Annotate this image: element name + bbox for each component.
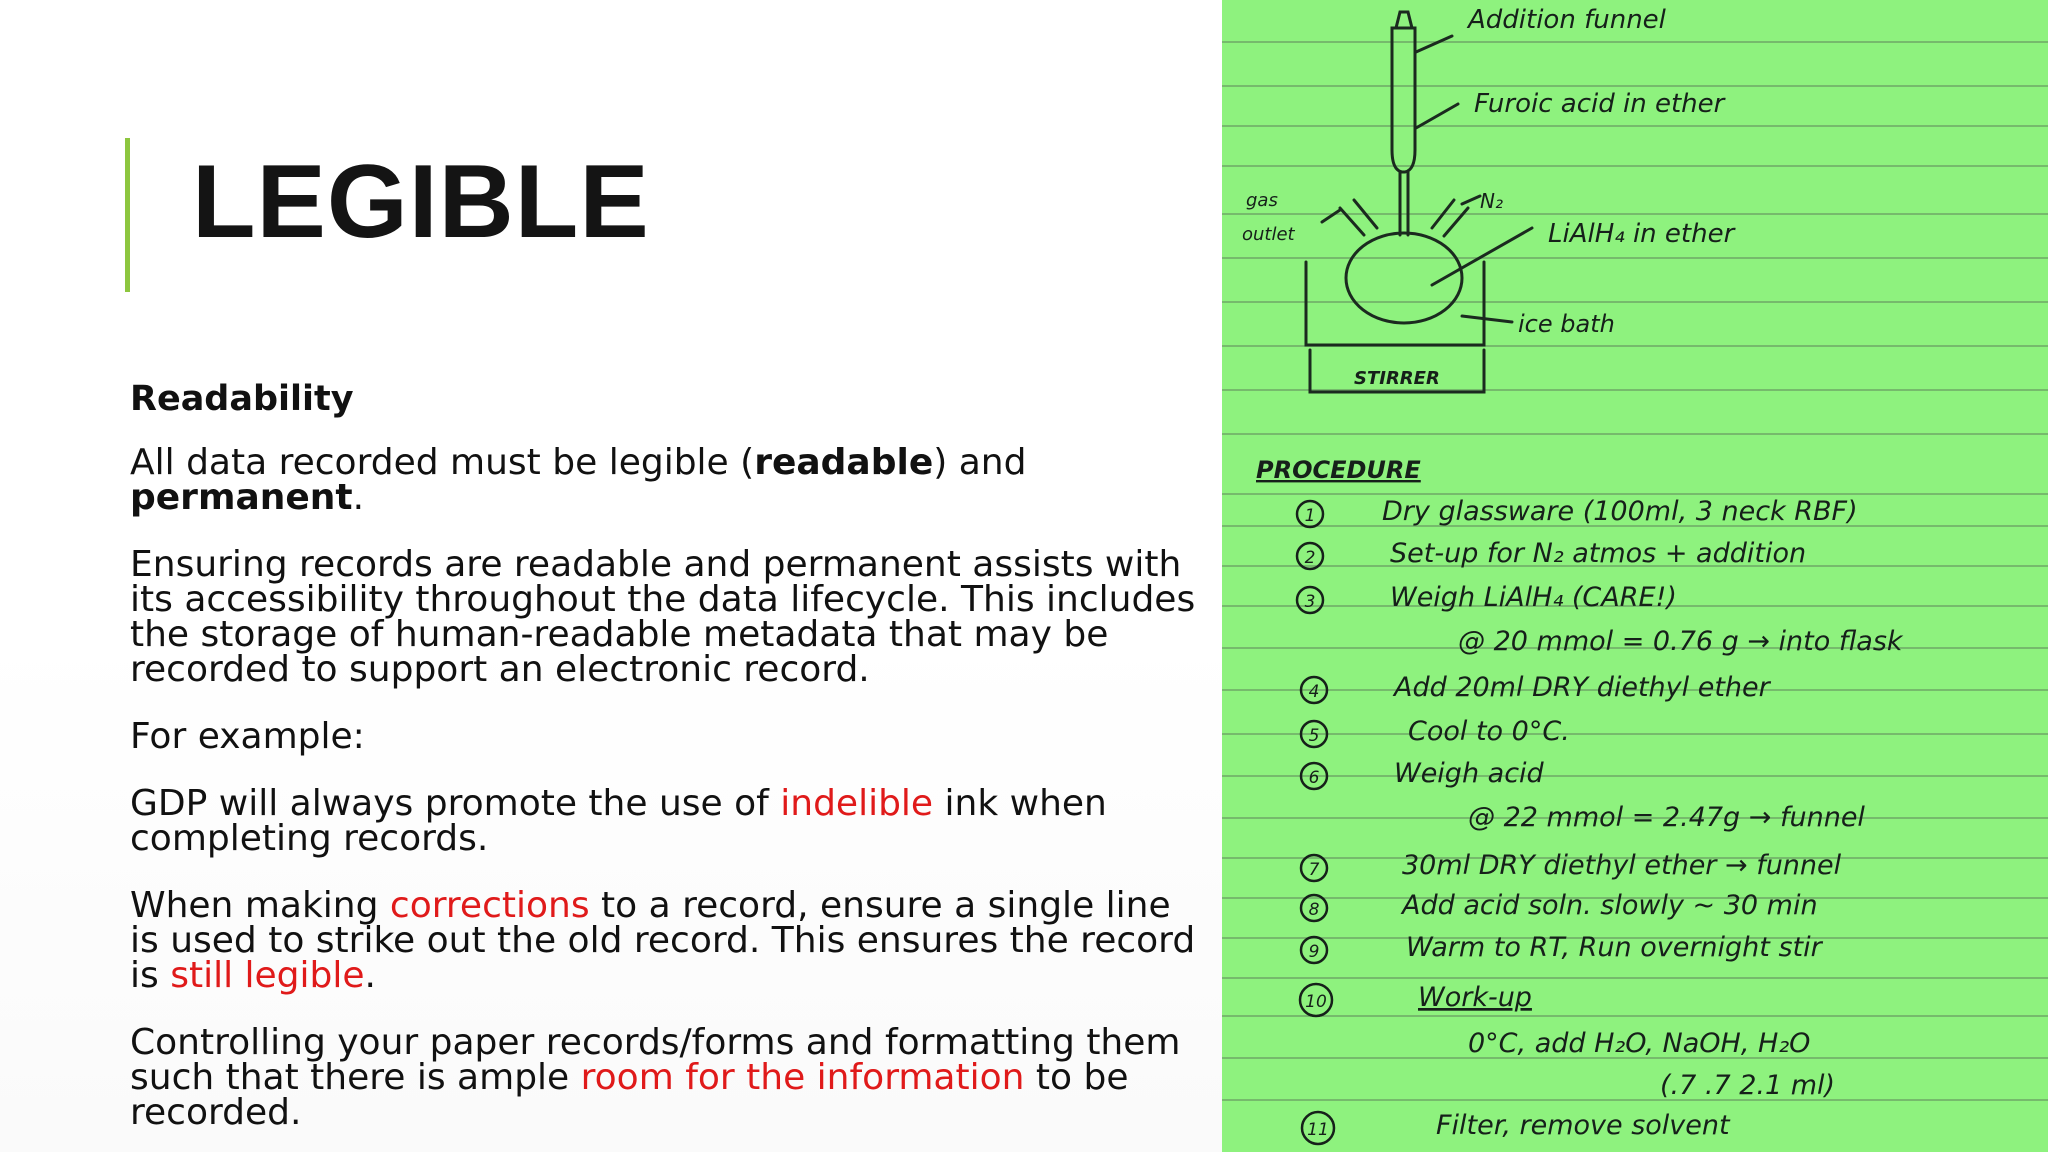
highlight-corrections: corrections (389, 885, 590, 926)
pointer-lialh (1432, 228, 1532, 285)
step-text: Weigh LiAlH₄ (CARE!) (1390, 582, 1677, 613)
pointer-n2 (1462, 196, 1480, 204)
highlight-indelible: indelible (780, 783, 934, 824)
highlight-room-for-information: room for the information (580, 1057, 1025, 1098)
step-5 (1301, 716, 1570, 747)
label-stirrer: STIRRER (1354, 368, 1440, 389)
side-neck-left (1340, 200, 1377, 235)
step-3 (1297, 582, 1677, 613)
label-gas: gas (1246, 190, 1278, 211)
step-4 (1301, 672, 1772, 703)
procedure-steps (1297, 496, 1904, 1144)
pointer-ice (1462, 316, 1512, 322)
step-10 (1300, 982, 1532, 1016)
paragraph-accessibility: Ensuring records are readable and permanent assists with its accessibility throughout the data lifecycle. This includes the storage of human-readable metadata that may be recorded to support an electronic record. (130, 544, 1196, 690)
step-9 (1301, 932, 1824, 963)
procedure-title: PROCEDURE (1256, 456, 1421, 484)
step-number: 4 (1308, 682, 1320, 702)
text-run: ink when completing records. (130, 783, 1107, 859)
paragraph-for-example: For example: (130, 716, 365, 757)
text-run: . (364, 955, 376, 996)
paragraph-indelible-ink (130, 783, 1205, 859)
highlight-still-legible: still legible (170, 955, 365, 996)
notebook-page (1222, 0, 2048, 1152)
step-text: Set-up for N₂ atmos + addition (1390, 538, 1807, 569)
label-furoic-acid: Furoic acid in ether (1474, 89, 1725, 119)
step-text: Work-up (1418, 982, 1532, 1013)
step-text: @ 22 mmol = 2.47g → funnel (1468, 802, 1865, 833)
section-heading: Readability (130, 379, 354, 419)
step-number: 7 (1308, 860, 1320, 880)
step-7 (1301, 850, 1842, 881)
text-run: to be recorded. (130, 1057, 1129, 1133)
label-ice-bath: ice bath (1518, 310, 1615, 338)
pointer-gas (1322, 210, 1340, 222)
step-text: @ 20 mmol = 0.76 g → into flask (1458, 626, 1903, 657)
paragraph-paper-records (130, 1022, 1205, 1133)
step-text: Add 20ml DRY diethyl ether (1394, 672, 1770, 703)
step-text: Cool to 0°C. (1408, 716, 1570, 747)
label-lialh4: LiAlH₄ in ether (1548, 219, 1735, 249)
side-neck-right (1432, 200, 1468, 236)
paragraph-corrections (130, 885, 1205, 996)
step-text: Dry glassware (100ml, 3 neck RBF) (1382, 496, 1858, 527)
bold-permanent: permanent (130, 477, 353, 518)
step-text: 30ml DRY diethyl ether → funnel (1402, 850, 1842, 881)
apparatus-labels (1242, 5, 1737, 389)
step-6 (1301, 758, 1545, 789)
step-10-detail (1468, 1028, 1835, 1101)
funnel-stopper (1396, 12, 1412, 28)
step-1 (1297, 496, 1858, 527)
text-run: Controlling your paper records/forms and formatting them such that there is ample (130, 1022, 1181, 1098)
text-run: to a record, ensure a single line is used to strike out the old record. This ensures the record is (130, 885, 1196, 996)
slide-title: LEGIBLE (192, 144, 650, 260)
step-number: 10 (1305, 992, 1327, 1012)
slide-body (130, 379, 1205, 1162)
step-text: 0°C, add H₂O, NaOH, H₂O (1468, 1028, 1811, 1059)
handwritten-notebook-image (1222, 0, 2048, 1152)
step-number: 2 (1304, 548, 1316, 568)
step-8 (1301, 890, 1818, 921)
step-3-detail (1458, 626, 1904, 657)
pointer-funnel (1416, 36, 1452, 52)
step-number: 3 (1304, 592, 1316, 612)
step-6-detail (1468, 802, 1865, 833)
label-addition-funnel: Addition funnel (1468, 5, 1666, 35)
step-2 (1297, 538, 1806, 569)
text-run: ) and (933, 442, 1027, 483)
step-text: (.7 .7 2.1 ml) (1660, 1070, 1836, 1101)
step-number: 9 (1308, 942, 1320, 962)
text-run: GDP will always promote the use of (130, 783, 781, 824)
step-text: Warm to RT, Run overnight stir (1406, 932, 1822, 963)
addition-funnel-body (1392, 28, 1415, 172)
ice-bath (1306, 262, 1484, 345)
pointer-acid (1416, 104, 1458, 128)
label-n2: N₂ (1480, 189, 1503, 213)
step-number: 1 (1304, 506, 1316, 526)
bold-readable: readable (754, 442, 934, 483)
label-outlet: outlet (1242, 224, 1295, 245)
step-text: Add acid soln. slowly ~ 30 min (1402, 890, 1818, 921)
step-number: 6 (1308, 768, 1320, 788)
step-text: Filter, remove solvent (1436, 1110, 1730, 1141)
step-number: 8 (1308, 900, 1320, 920)
title-accent-bar (125, 138, 130, 292)
paragraph-legible-permanent (130, 442, 1205, 518)
text-run: . (352, 477, 365, 518)
step-11 (1302, 1110, 1731, 1144)
funnel-stem (1400, 172, 1408, 235)
step-number: 5 (1308, 726, 1320, 746)
step-number: 11 (1307, 1120, 1329, 1140)
step-text: Weigh acid (1394, 758, 1544, 789)
text-run: When making (130, 885, 390, 926)
text-run: All data recorded must be legible ( (130, 442, 755, 483)
